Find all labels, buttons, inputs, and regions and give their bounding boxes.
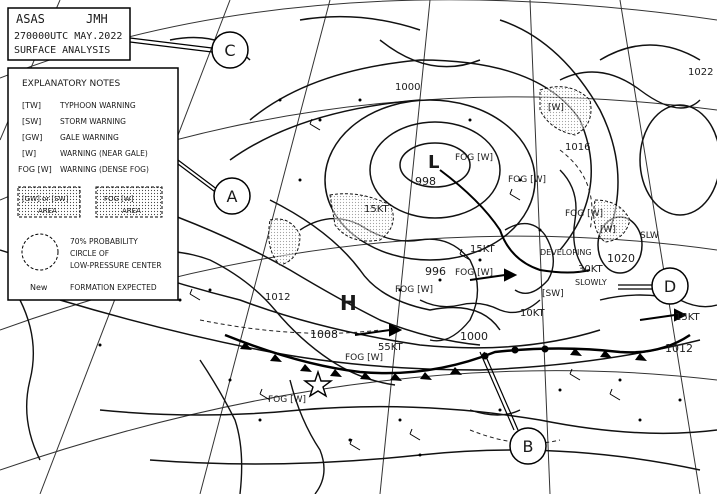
legend-text-sw: STORM WARNING (60, 117, 126, 126)
wind-15kt-b: 15KT (470, 244, 495, 255)
low-pressure-996: 996 (425, 265, 446, 278)
legend-text-w: WARNING (NEAR GALE) (60, 149, 148, 158)
callout-b (510, 428, 546, 464)
low-pressure-998: 998 (415, 175, 436, 188)
isobar-1000: 1000 (395, 82, 421, 93)
header-product: SURFACE ANALYSIS (14, 45, 111, 56)
legend-code-fog: FOG [W] (18, 165, 52, 174)
occluded-front (440, 170, 590, 273)
legend-title: EXPLANATORY NOTES (22, 79, 121, 89)
fog-warning-2: FOG [W] (345, 353, 384, 363)
legend-area-box-right: FOG [W] (104, 195, 134, 203)
slowly-label: SLOWLY (575, 278, 607, 287)
callout-a-label: A (226, 187, 238, 206)
legend-code-gw: [GW] (22, 133, 43, 142)
pressure-1016: 1016 (565, 142, 591, 153)
callout-d-label: D (663, 277, 677, 296)
callout-c-label: C (224, 41, 236, 60)
star-marker (305, 372, 331, 396)
pressure-1022: 1022 (688, 67, 714, 78)
isobar-1012: 1012 (265, 292, 291, 303)
callout-d (652, 268, 688, 304)
legend-text-gw: GALE WARNING (60, 133, 119, 142)
callout-a (214, 178, 250, 214)
low-center-north: L (428, 152, 440, 173)
developing-label: DEVELOPING (540, 248, 592, 257)
legend-new-text: FORMATION EXPECTED (70, 283, 157, 292)
pressure-1008: 1008 (310, 328, 338, 341)
pressure-1020: 1020 (607, 252, 635, 265)
legend-area-label-right: AREA (122, 207, 141, 215)
legend-area-label-left: AREA (38, 207, 57, 215)
fog-warning-4: FOG [W] (455, 268, 494, 278)
pressure-1012: 1012 (665, 342, 693, 355)
fog-warning-5: FOG [W] (508, 175, 547, 185)
legend-text-fog: WARNING (DENSE FOG) (60, 165, 149, 174)
pressure-1000: 1000 (460, 330, 488, 343)
slw-label: SLW (640, 231, 659, 241)
legend-text-tw: TYPHOON WARNING (60, 101, 136, 110)
fog-warning-3: FOG [W] (395, 285, 434, 295)
legend-code-w: [W] (22, 149, 37, 158)
fog-warning-6: FOG [W] (565, 209, 604, 219)
legend-area-box-left: [GW] or [SW] (22, 195, 69, 203)
w-warning-box: [W] (548, 103, 564, 113)
wind-10kt: 10KT (520, 308, 545, 319)
legend-new-label: New (30, 283, 48, 292)
header-agency: ASAS (16, 12, 45, 26)
legend-circle-text-1: 70% PROBABILITY (70, 237, 138, 246)
cold-front (225, 335, 690, 373)
callout-b-label: B (522, 437, 534, 456)
callout-c (212, 32, 248, 68)
sw-warning: [SW] (542, 289, 564, 299)
legend-circle-text-3: LOW-PRESSURE CENTER (70, 261, 162, 270)
legend-code-tw: [TW] (22, 101, 42, 110)
legend-circle-text-2: CIRCLE OF (70, 249, 110, 258)
wind-30kt: 30KT (578, 264, 603, 275)
high-center-a: H (340, 291, 357, 315)
header-issuer: JMH (86, 12, 108, 26)
w-warning-box-2: [W] (600, 225, 616, 235)
wind-15kt-c: 15KT (675, 312, 700, 323)
header-box (8, 8, 130, 60)
fog-warning-7: FOG [W] (455, 153, 494, 163)
fog-warning-1: FOG [W] (268, 395, 307, 405)
legend-code-sw: [SW] (22, 117, 42, 126)
wind-55kt: 55KT (378, 342, 403, 353)
legend-box (8, 68, 178, 300)
header-datetime: 270000UTC MAY.2022 (14, 31, 123, 42)
wind-15kt-a: 15KT (364, 204, 389, 215)
